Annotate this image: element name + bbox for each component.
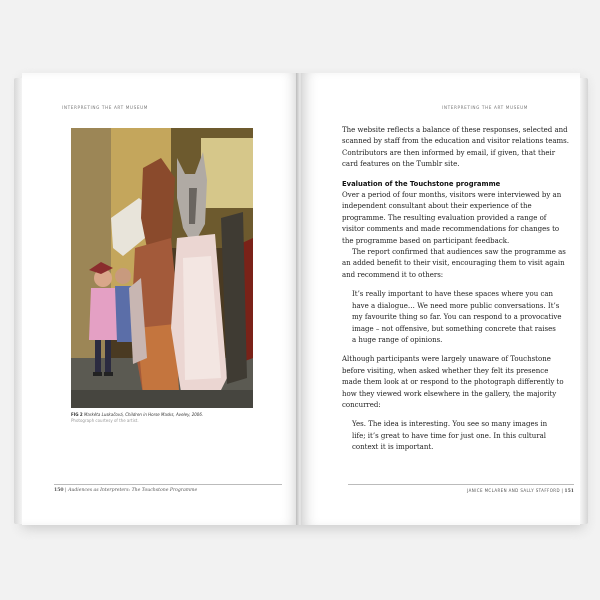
right-running-head: INTERPRETING THE ART MUSEUM [442,105,528,110]
figure-credit: Photograph courtesy of the artist. [71,417,139,423]
right-page-edge [579,78,588,524]
left-footer: 150 | Audiences as Interpreters: The Touchstone Programme [54,488,198,493]
section-heading: Evaluation of the Touchstone programme [342,179,501,188]
left-footer-title: Audiences as Interpreters: The Touchstone Programme [68,488,198,493]
spacer [342,346,570,354]
spacer [342,281,570,289]
left-running-head: INTERPRETING THE ART MUSEUM [62,105,148,110]
left-page [22,73,298,525]
figure-caption [71,412,253,423]
quote-first: It’s really important to have these spaces where you can have a dialogue… We need more public conversations. It’s my favourite thing so far. You can respond to a provocative image – not offensive, but something concrete that raises a huge range of opinions. [352,290,562,344]
paragraph-evaluation: Over a period of four months, visitors were interviewed by an independent consultant about their experience of the programme. The resulting evaluation provided a range of visitor comments and made recommendations for changes to the programme based on participant feedback. [342,191,562,245]
right-footer-rule [348,484,574,485]
left-footer-rule [54,484,282,485]
figure-label: FIG 2 [71,412,83,417]
right-body-text [342,125,570,454]
paragraph-participants: Although participants were largely unaware of Touchstone before visiting, when asked whether they felt its presence made them look at or respond to the photograph differently to how they viewed work elsewhere in the gallery, the majority concurred: [342,355,564,409]
right-footer-authors: JANICE MCLAREN AND SALLY STAFFORD [467,488,560,493]
quote-second: Yes. The idea is interesting. You see so many images in life; it’s great to have time for just one. In this cultural context it is important. [352,420,548,452]
figure-photograph [71,128,253,408]
paragraph-website: The website reflects a balance of these responses, selected and scanned by staff from the education and visitor relations teams. Contributors are then informed by email, if given, that their card features on the Tumblr site. [342,126,570,169]
spacer [342,411,570,419]
left-folio: 150 [54,488,64,493]
paragraph-report: The report confirmed that audiences saw the programme as an added benefit to their visit, encouraging them to visit again and recommend it to others: [342,248,566,279]
right-footer: JANICE MCLAREN AND SALLY STAFFORD | 151 [467,488,574,494]
right-folio: 151 [564,489,574,494]
spacer [342,171,570,179]
right-page [302,73,580,525]
figure-caption-text: Markéta Luskačová, Children in Horse Masks, Aveley, 2006. [83,412,204,417]
